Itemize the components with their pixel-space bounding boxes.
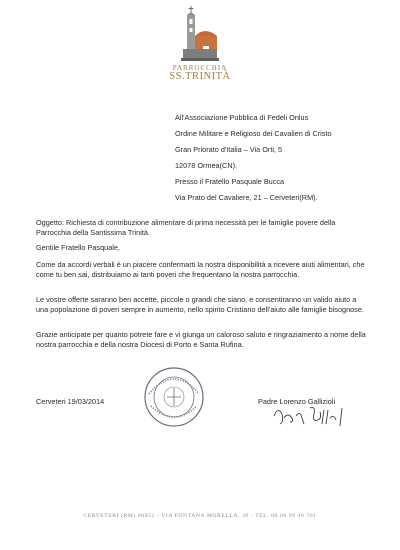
parish-logo (168, 6, 232, 81)
logo-parish-name: SS.TRINITÀ (169, 71, 231, 82)
greeting: Gentile Fratello Pasquale, (36, 243, 120, 252)
parish-stamp (143, 366, 205, 428)
subject-line: Oggetto: Richiesta di contribuzione alimentare di prima necessità per le famiglie povere della Parrocchia della Santissima Trinità. (36, 218, 336, 237)
signer-name: Padre Lorenzo Gallizioli (258, 397, 336, 406)
paragraph-3: Grazie anticipate per quanto potrete fare e vi giunga un caloroso saluto e ringraziamento a nome della nostra parrocchia e della nostra Diocesi di Porto e Santa Rufina. (36, 330, 366, 349)
place-date: Cerveteri 19/03/2014 (36, 397, 105, 406)
handwritten-signature (270, 404, 350, 430)
paragraph-2: Le vostre offerte saranno ben accette, piccole o grandi che siano, e consentiranno un valido aiuto a una popolazione di poveri sempre in aumento, nello spirito Cristiano dell'aiuto alle famiglie bisognose. (36, 295, 364, 314)
address-line-3: Gran Priorato d'Italia – Via Orti, 5 (175, 145, 283, 154)
address-line-2: Ordine Militare e Religioso dei Cavalieri di Cristo (175, 129, 332, 138)
paragraph-1: Come da accordi verbali è un piacere confermarti la nostra disponibilità a ricevere aiuti alimentari, che come tu ben sai, distribuiamo ai tanti poveri che frequentano la nostra parrocchia. (36, 260, 365, 279)
church-icon (177, 6, 223, 64)
address-line-6: Via Prato del Cavaliere, 21 – Cerveteri(RM). (175, 193, 318, 202)
logo-parish-label: PARROCCHIA (172, 64, 228, 72)
address-line-5: Presso il Fratello Pasquale Bucca (175, 177, 285, 186)
address-line-1: All'Associazione Pubblica di Fedeli Onlus (175, 113, 309, 122)
footer-address: CERVETERI (RM) 00052 - VIA FONTANA MORELLA, 36 - TEL. 06 06 99 40 701 (83, 513, 317, 519)
address-line-4: 12078 Ormea(CN). (175, 161, 238, 170)
